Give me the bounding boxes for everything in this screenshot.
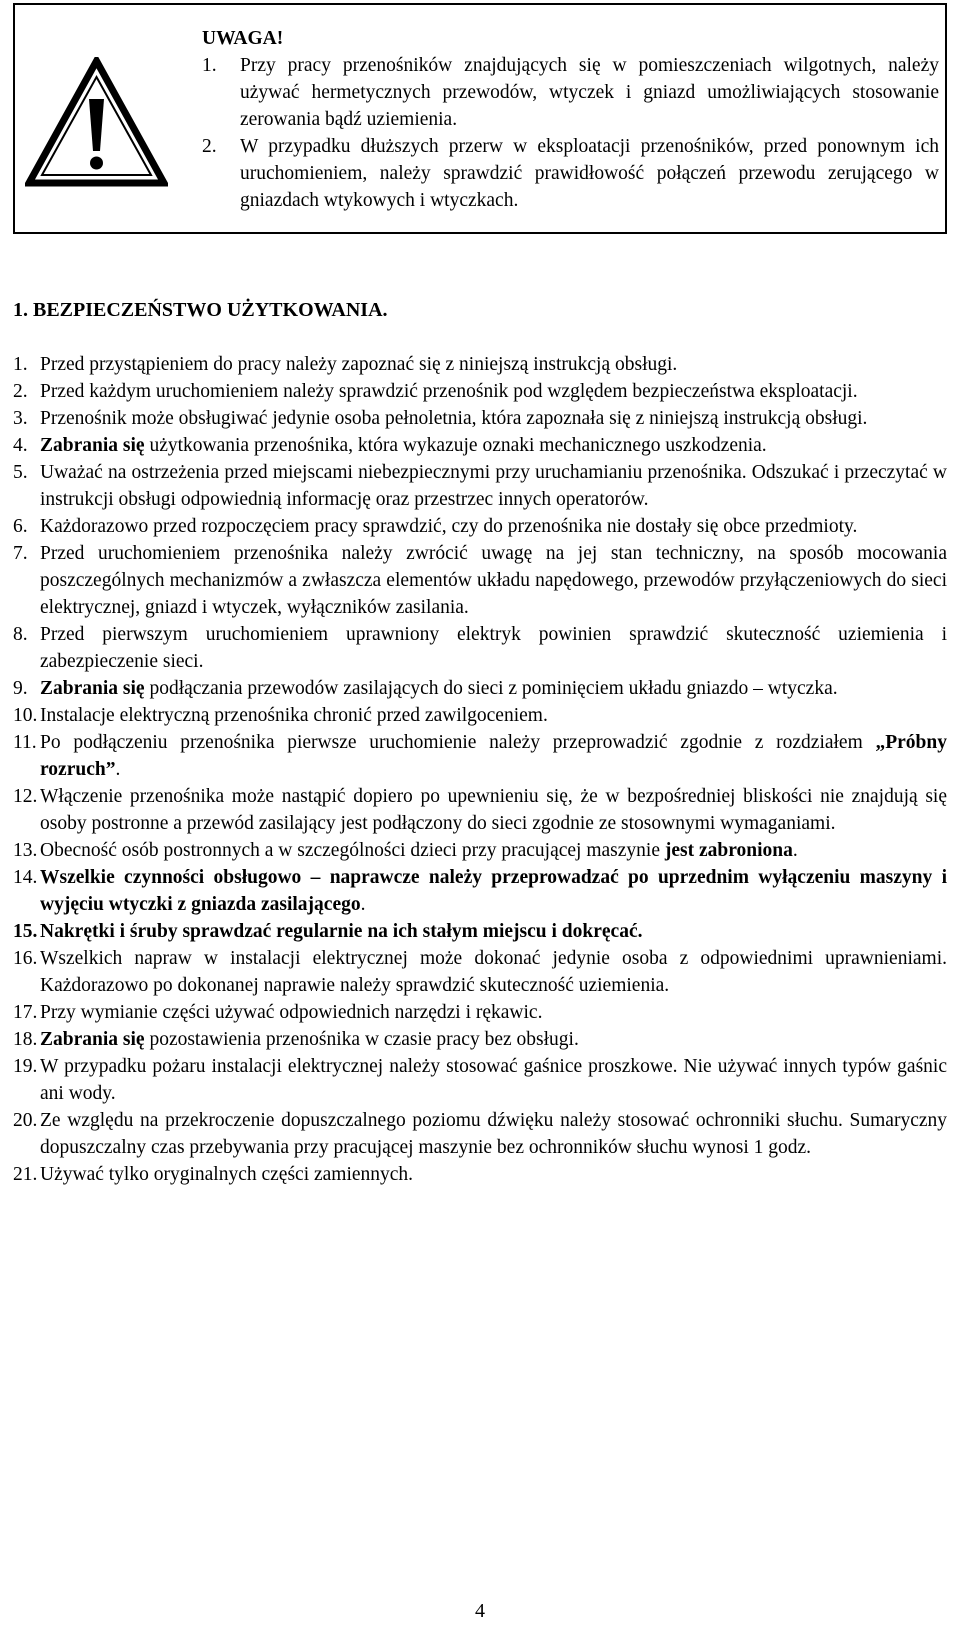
rule-text-emphasis: Zabrania się <box>40 678 145 699</box>
rule-item <box>13 459 947 513</box>
rule-item <box>13 783 947 837</box>
section-heading: 1. BEZPIECZEŃSTWO UŻYTKOWANIA. <box>13 299 388 321</box>
rule-number: 18. <box>13 1029 38 1050</box>
rule-item <box>13 621 947 675</box>
rule-text <box>40 435 767 456</box>
warning-item-number: 2. <box>202 136 217 157</box>
rule-number: 15. <box>13 921 38 942</box>
rule-number: 20. <box>13 1110 38 1131</box>
rule-number: 19. <box>13 1056 38 1077</box>
rule-text <box>40 408 867 429</box>
warning-item-text: Przy pracy przenośników znajdujących się w pomieszczeniach wilgotnych, należy używać hermetycznych przewodów, wtyczek i gniazd umożliwiających stosowanie zerowania bądź uziemienia. <box>240 55 939 130</box>
rule-text-emphasis: Wszelkie czynności obsługowo – naprawcze należy przeprowadzać po uprzednim wyłączeniu maszyny i wyjęciu wtyczki z gniazda zasilającego <box>40 867 947 915</box>
warning-box <box>13 3 947 234</box>
rule-item <box>13 540 947 621</box>
rule-text-segment: Obecność osób postronnych a w szczególności dzieci przy pracującej maszynie <box>40 840 665 861</box>
rule-text-segment: Przed przystąpieniem do pracy należy zapoznać się z niniejszą instrukcją obsługi. <box>40 354 678 375</box>
rule-number: 9. <box>13 678 28 699</box>
rule-item <box>13 999 947 1026</box>
rule-text-emphasis: „Próbny rozruch” <box>40 732 947 780</box>
rule-text <box>40 840 798 861</box>
rule-text-segment: podłączania przewodów zasilających do sieci z pominięciem układu gniazdo – wtyczka. <box>144 678 838 699</box>
rule-number: 5. <box>13 462 28 483</box>
rule-text-segment: Ze względu na przekroczenie dopuszczalnego poziomu dźwięku należy stosować ochronniki słuchu. Sumaryczny dopuszczalny czas przebywania przy pracującej maszynie bez ochronników słuchu wynosi 1 godz. <box>40 1110 947 1158</box>
rule-number: 13. <box>13 840 38 861</box>
rule-text <box>40 1056 947 1104</box>
rule-text-segment: Po podłączeniu przenośnika pierwsze uruchomienie należy przeprowadzić zgodnie z rozdziałem <box>40 732 876 753</box>
rule-text-segment: użytkowania przenośnika, która wykazuje oznaki mechanicznego uszkodzenia. <box>144 435 767 456</box>
rule-item <box>13 837 947 864</box>
rule-item <box>13 864 947 918</box>
rule-text-segment: Uważać na ostrzeżenia przed miejscami niebezpiecznymi przy uruchamianiu przenośnika. Odszukać i przeczytać w instrukcji obsługi odpowiednią informację oraz przestrzec innych operatorów. <box>40 462 947 510</box>
rule-item <box>13 1053 947 1107</box>
rule-number: 14. <box>13 867 38 888</box>
warning-list <box>202 52 939 214</box>
rule-item <box>13 675 947 702</box>
rule-text <box>40 543 947 618</box>
rule-text <box>40 921 642 942</box>
rule-text-segment: . <box>360 894 366 915</box>
rule-number: 12. <box>13 786 38 807</box>
rule-text <box>40 867 947 915</box>
rule-number: 4. <box>13 435 28 456</box>
rule-item <box>13 432 947 459</box>
rule-item <box>13 405 947 432</box>
rule-text <box>40 1029 579 1050</box>
rule-text <box>40 516 857 537</box>
rule-number: 21. <box>13 1164 38 1185</box>
rule-text-segment: Każdorazowo przed rozpoczęciem pracy sprawdzić, czy do przenośnika nie dostały się obce przedmioty. <box>40 516 858 537</box>
rule-number: 2. <box>13 381 28 402</box>
rule-number: 1. <box>13 354 28 375</box>
rule-text-segment: Wszelkich napraw w instalacji elektrycznej może dokonać jedynie osoba z odpowiednimi uprawnieniami. Każdorazowo po dokonanej naprawie należy sprawdzić skuteczność uziemienia. <box>40 948 947 996</box>
rule-item <box>13 1026 947 1053</box>
rule-item <box>13 729 947 783</box>
warning-item <box>202 52 939 133</box>
rule-text-emphasis: Nakrętki i śruby sprawdzać regularnie na ich stałym miejscu i dokręcać. <box>40 921 643 942</box>
rule-number: 16. <box>13 948 38 969</box>
rule-text-segment: pozostawienia przenośnika w czasie pracy bez obsługi. <box>144 1029 579 1050</box>
rule-text-segment: W przypadku pożaru instalacji elektrycznej należy stosować gaśnice proszkowe. Nie używać innych typów gaśnic ani wody. <box>40 1056 947 1104</box>
rule-text <box>40 948 947 996</box>
rule-item <box>13 1161 947 1188</box>
warning-text <box>202 25 939 214</box>
rule-item <box>13 1107 947 1161</box>
rule-text-emphasis: Zabrania się <box>40 435 145 456</box>
rule-number: 7. <box>13 543 28 564</box>
rule-number: 6. <box>13 516 28 537</box>
rule-number: 8. <box>13 624 28 645</box>
rule-text-emphasis: jest zabroniona <box>664 840 793 861</box>
rule-text-segment: . <box>792 840 798 861</box>
rule-text <box>40 678 838 699</box>
rule-text-segment: Włączenie przenośnika może nastąpić dopiero po upewnieniu się, że w bezpośredniej bliskości nie znajdują się osoby postronne a przewód zasilający jest podłączony do sieci zgodnie ze stosownymi wymaganiami. <box>40 786 947 834</box>
rule-text <box>40 732 947 780</box>
rule-text <box>40 1002 542 1023</box>
warning-triangle-icon <box>25 57 168 187</box>
rule-text <box>40 705 548 726</box>
page-number: 4 <box>475 1600 485 1622</box>
rule-text-segment: Przed każdym uruchomieniem należy sprawdzić przenośnik pod względem bezpieczeństwa eksploatacji. <box>40 381 858 402</box>
rule-text <box>40 354 677 375</box>
rule-text <box>40 462 947 510</box>
warning-item <box>202 133 939 214</box>
rule-item <box>13 351 947 378</box>
rule-item <box>13 378 947 405</box>
rule-number: 10. <box>13 705 38 726</box>
rule-text <box>40 381 858 402</box>
rule-text-segment: Instalacje elektryczną przenośnika chronić przed zawilgoceniem. <box>40 705 548 726</box>
rule-text-segment: Przy wymianie części używać odpowiednich narzędzi i rękawic. <box>40 1002 543 1023</box>
warning-item-text: W przypadku dłuższych przerw w eksploatacji przenośników, przed ponownym ich uruchomieniem, należy sprawdzić prawidłowość połączeń przewodu zerującego w gniazdach wtykowych i wtyczkach. <box>240 136 939 211</box>
warning-item-number: 1. <box>202 55 217 76</box>
rule-item <box>13 702 947 729</box>
rule-item <box>13 513 947 540</box>
rule-item <box>13 945 947 999</box>
rule-text-emphasis: Zabrania się <box>40 1029 145 1050</box>
rule-text-segment: Przenośnik może obsługiwać jedynie osoba pełnoletnia, która zapoznała się z niniejszą instrukcją obsługi. <box>40 408 868 429</box>
rule-number: 17. <box>13 1002 38 1023</box>
rule-text-segment: Używać tylko oryginalnych części zamiennych. <box>40 1164 414 1185</box>
rule-item <box>13 918 947 945</box>
rule-number: 11. <box>13 732 37 753</box>
rule-text <box>40 1164 413 1185</box>
safety-rules-list <box>13 351 947 1188</box>
rule-text-segment: Przed uruchomieniem przenośnika należy zwrócić uwagę na jej stan techniczny, na sposób mocowania poszczególnych mechanizmów a zwłaszcza elementów układu napędowego, przewodów przyłączeniowych do sieci elektrycznej, gniazd i wtyczek, wyłączników zasilania. <box>40 543 947 618</box>
rule-text-segment: Przed pierwszym uruchomieniem uprawniony elektryk powinien sprawdzić skuteczność uziemienia i zabezpieczenie sieci. <box>40 624 947 672</box>
rule-text <box>40 786 947 834</box>
rule-text <box>40 1110 947 1158</box>
rule-text-segment: . <box>115 759 121 780</box>
rule-text <box>40 624 947 672</box>
warning-title: UWAGA! <box>202 28 284 49</box>
rule-number: 3. <box>13 408 28 429</box>
